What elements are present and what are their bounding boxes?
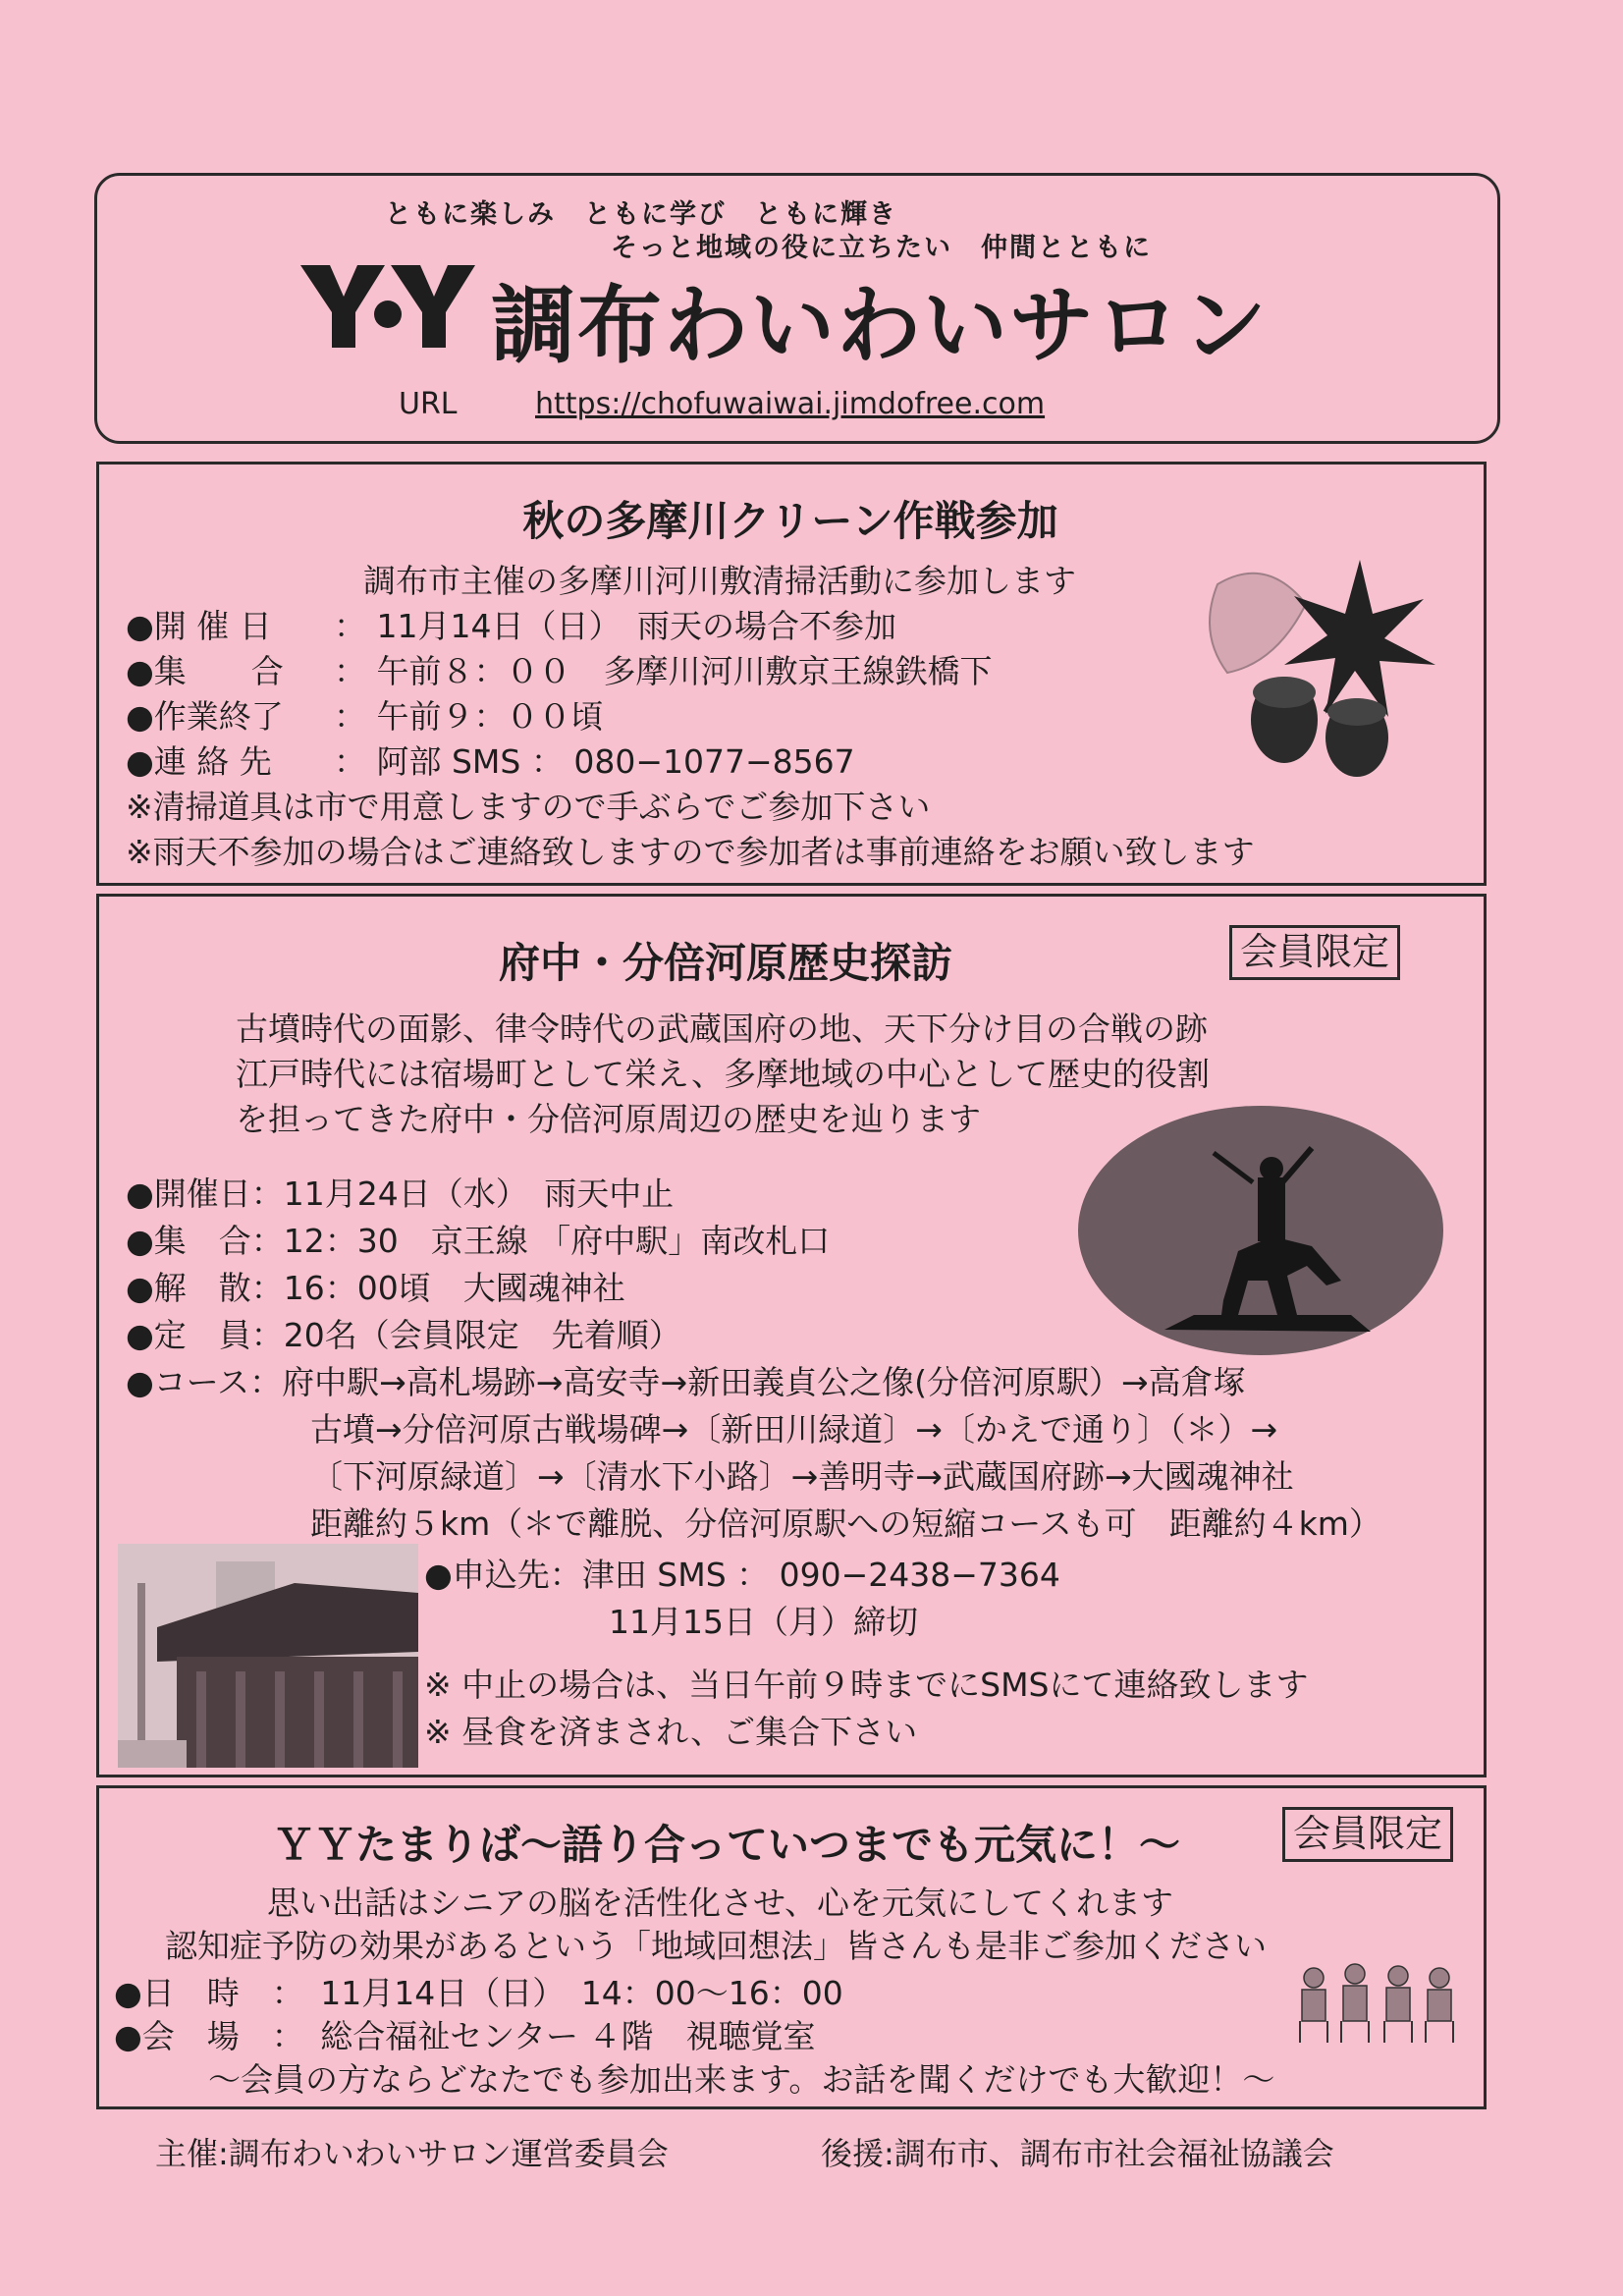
history-course-cont: 〔下河原緑道〕→〔清水下小路〕→善明寺→武蔵国府跡→大國魂神社 <box>310 1457 1294 1496</box>
logo-title: 調布わいわいサロン <box>491 277 1269 375</box>
history-course-cont: 距離約５km（＊で離脱、分倍河原駅への短縮コースも可 距離約４km） <box>310 1504 1381 1543</box>
tamariba-title: ＹＹたまりば〜語り合っていつまでも元気に！〜 <box>273 1821 1181 1869</box>
clean-title: 秋の多摩川クリーン作戦参加 <box>522 497 1058 545</box>
history-course: ●コース：府中駅→高札場跡→高安寺→新田義貞公之像(分倍河原駅）→高倉塚 <box>126 1363 1246 1401</box>
history-item: ●解 散：16：00頃 大國魂神社 <box>126 1269 625 1307</box>
clean-item-label: ●開 催 日 <box>126 607 272 645</box>
shrine-photo <box>118 1544 418 1768</box>
tamariba-intro-line: 認知症予防の効果があるという「地域回想法」皆さんも是非ご参加ください <box>165 1927 1267 1965</box>
history-note: ※ 昼食を済まされ、ご集合下さい <box>424 1713 918 1751</box>
url-label: URL <box>399 387 458 421</box>
clean-lead: 調布市主催の多摩川河川敷清掃活動に参加します <box>363 562 1076 600</box>
site-url-link[interactable]: https://chofuwaiwai.jimdofree.com <box>535 387 1046 421</box>
clean-note: ※清掃道具は市で用意しますので手ぶらでご参加下さい <box>126 788 931 826</box>
tamariba-intro-line: 思い出話はシニアの脳を活性化させ、心を元気にしてくれます <box>267 1884 1174 1922</box>
tagline-1: ともに楽しみ ともに学び ともに輝き <box>385 199 897 230</box>
clean-item-label: ●連 絡 先 <box>126 742 272 781</box>
tagline-2: そっと地域の役に立ちたい 仲間とともに <box>611 233 1152 263</box>
yy-logo-mark <box>295 257 481 352</box>
history-apply: ●申込先：津田 SMS ： 090−2438−7364 <box>424 1556 1060 1594</box>
history-course-cont: 古墳→分倍河原古戦場碑→〔新田川緑道〕→〔かえで通り〕（＊）→ <box>310 1410 1278 1449</box>
history-item: ●集 合：12：30 京王線 「府中駅」南改札口 <box>126 1222 831 1260</box>
members-only-badge: 会員限定 <box>1282 1807 1453 1862</box>
clean-item-value: ： 午前８：００ 多摩川河川敷京王線鉄橋下 <box>334 652 993 690</box>
footer-support: 後援:調布市、調布市社会福祉協議会 <box>821 2135 1334 2172</box>
clean-item-value: ： 11月14日（日） 雨天の場合不参加 <box>334 607 896 645</box>
history-title: 府中・分倍河原歴史探訪 <box>499 939 953 987</box>
footer-organizer: 主催:調布わいわいサロン運営委員会 <box>155 2135 669 2172</box>
clean-item-label: ●集 合 <box>126 652 284 690</box>
samurai-statue-photo <box>1076 1104 1445 1357</box>
history-intro-line: 江戸時代には宿場町として栄え、多摩地域の中心として歴史的役割 <box>236 1055 1210 1093</box>
history-item: ●定 員：20名（会員限定 先着順） <box>126 1316 681 1354</box>
tamariba-item: ●会 場 ： 総合福祉センター ４階 視聴覚室 <box>114 2017 816 2055</box>
history-item: ●開催日：11月24日（水） 雨天中止 <box>126 1175 675 1213</box>
history-deadline: 11月15日（月）締切 <box>609 1603 918 1641</box>
history-note: ※ 中止の場合は、当日午前９時までにSMSにて連絡致します <box>424 1666 1309 1704</box>
clean-item-label: ●作業終了 <box>126 697 284 736</box>
history-intro-line: 古墳時代の面影、律令時代の武蔵国府の地、天下分け目の合戦の跡 <box>236 1010 1208 1048</box>
members-only-badge: 会員限定 <box>1229 925 1400 980</box>
clean-note: ※雨天不参加の場合はご連絡致しますので参加者は事前連絡をお願い致します <box>126 833 1255 871</box>
clean-item-value: ： 阿部 SMS ： 080−1077−8567 <box>334 742 855 781</box>
history-intro-line: を担ってきた府中・分倍河原周辺の歴史を辿ります <box>236 1100 981 1138</box>
tamariba-item: ●日 時 ： 11月14日（日） 14：00〜16：00 <box>114 1974 843 2012</box>
autumn-leaf-acorn-illustration <box>1178 545 1443 781</box>
seniors-chatting-illustration <box>1290 1960 1463 2045</box>
tamariba-footer-note: 〜会員の方ならどなたでも参加出来ます。お話を聞くだけでも大歓迎！〜 <box>208 2060 1275 2099</box>
clean-item-value: ： 午前９：００頃 <box>334 697 604 736</box>
